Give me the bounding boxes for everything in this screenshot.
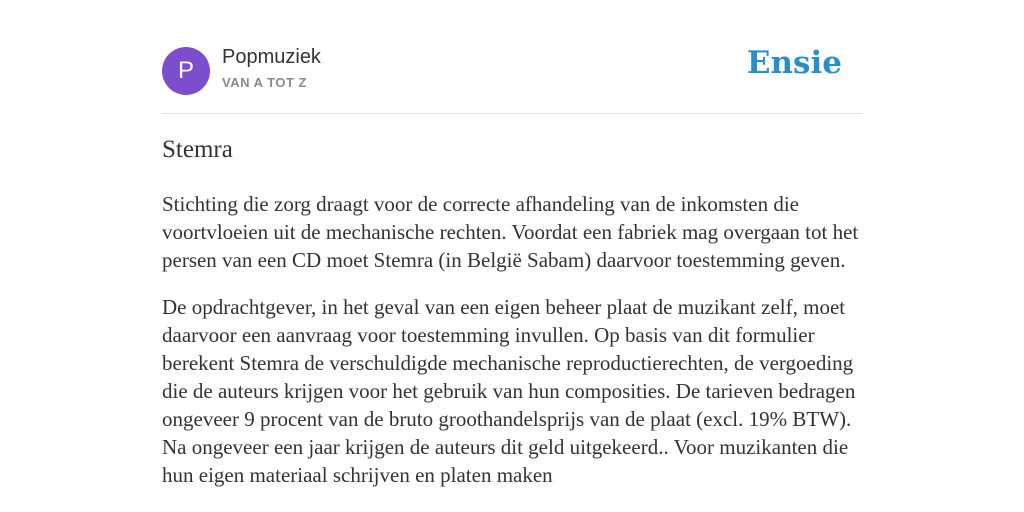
brand-logo[interactable]: Ensie <box>746 45 842 81</box>
article-title: Stemra <box>162 136 233 163</box>
article-body <box>162 190 862 508</box>
content-container <box>162 0 862 487</box>
publication-avatar[interactable]: P <box>162 47 210 95</box>
article-paragraph: De opdrachtgever, in het geval van een eigen beheer plaat de muzikant zelf, moet daarvoor een aanvraag voor toestemming invullen. Op basis van dit formulier berekent Stemra de verschuldigde mechanische reproductierechten, de vergoeding die de auteurs krijgen voor het gebruik van hun composities. De tarieven bedragen ongeveer 9 procent van de bruto groothandelsprijs van de plaat (excl. 19% BTW). Na ongeveer een jaar krijgen de auteurs dit geld uitgekeerd.. Voor muzikanten die hun eigen materiaal schrijven en platen maken <box>162 295 856 487</box>
publication-subtitle: VAN A TOT Z <box>222 75 307 90</box>
publication-title[interactable]: Popmuziek <box>222 46 321 68</box>
header <box>162 0 862 114</box>
article-paragraph: Stichting die zorg draagt voor de correcte afhandeling van de inkomsten die voortvloeien uit de mechanische rechten. Voordat een fabriek mag overgaan tot het persen van een CD moet Stemra (in België Sabam) daarvoor toestemming geven. <box>162 192 859 272</box>
